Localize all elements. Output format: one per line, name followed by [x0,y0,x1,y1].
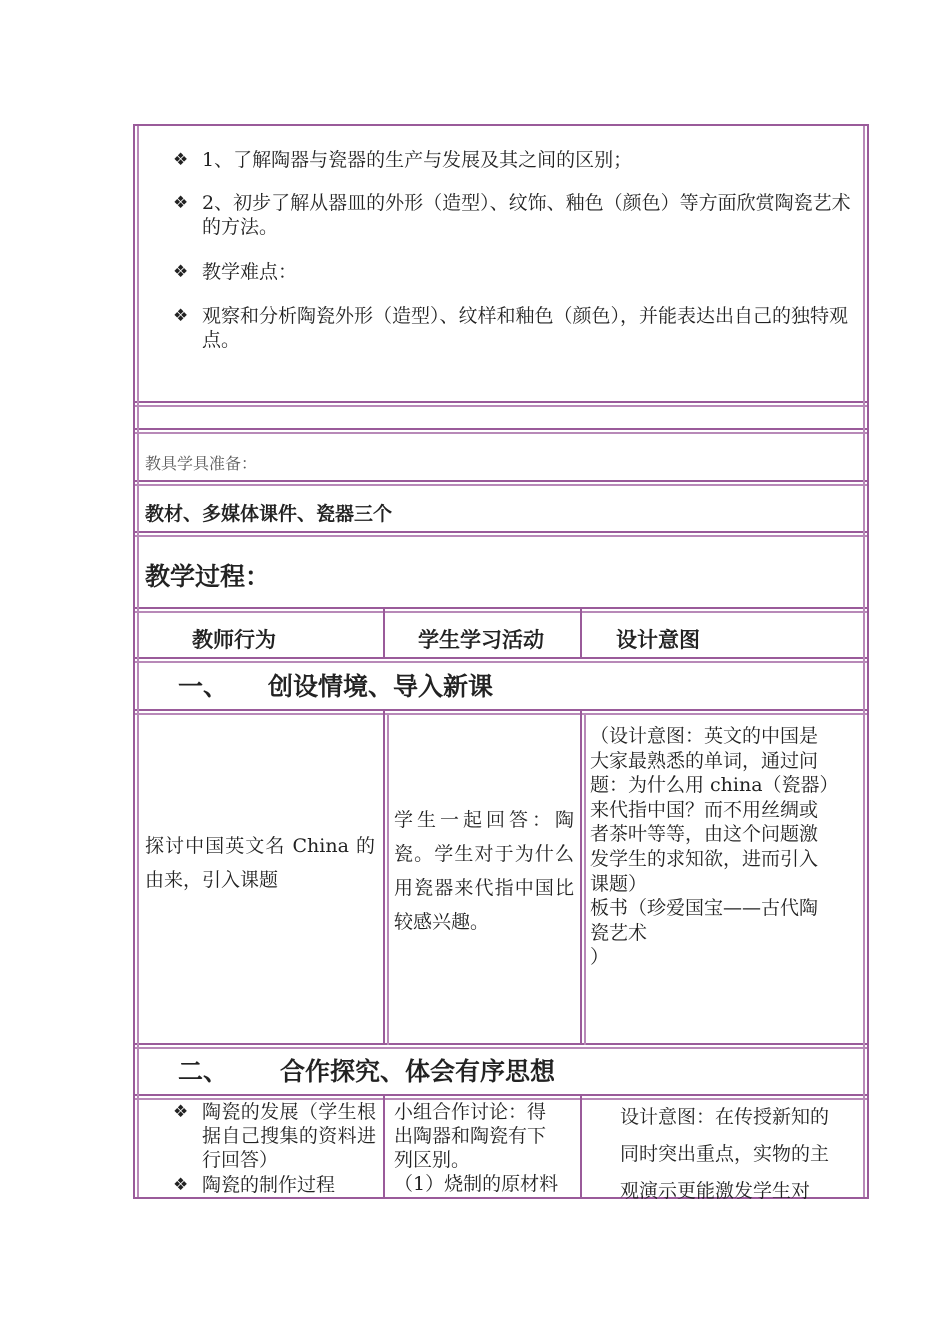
row-divider [135,432,867,434]
frame-inner-left [137,126,139,1197]
objective-item-2: ❖ 2、初步了解从器皿的外形（造型）、纹饰、釉色（颜色）等方面欣赏陶瓷艺术的方法。 [173,192,851,238]
section2-teacher-item-1: ❖ 陶瓷的发展（学生根据自己搜集的资料进行回答） [173,1101,376,1171]
column-divider [580,607,582,659]
row-divider [135,401,867,403]
frame-inner-right [863,126,865,1197]
row-divider [135,661,867,663]
row-divider [135,611,867,613]
section1-title: 创设情境、导入新课 [268,672,494,701]
row-divider [135,1047,867,1049]
objective-item-difficulty: ❖ 教学难点： [173,261,298,283]
row-divider [135,657,867,659]
column-divider [387,713,389,1045]
section1-student-cell: 学生一起回答：陶瓷。学生对于为什么用瓷器来代指中国比较感兴趣。 [394,809,574,933]
column-divider [383,709,385,1045]
diamond-bullet-icon: ❖ [173,1102,189,1122]
row-divider [135,484,867,486]
column-header-student: 学生学习活动 [418,627,544,652]
diamond-bullet-icon: ❖ [173,306,189,326]
tools-value: 教材、多媒体课件、瓷器三个 [145,503,393,525]
row-divider [135,1094,867,1096]
section1-number: 一、 [178,672,229,701]
column-divider [580,709,582,1045]
section2-student-cell: 小组合作讨论：得 出陶器和陶瓷有下 列区别。 （1）烧制的原材料 [394,1101,559,1195]
diamond-bullet-icon: ❖ [173,150,189,170]
section2-title: 合作探究、体会有序思想 [280,1057,556,1086]
column-divider [383,1094,385,1198]
section2-number: 二、 [178,1057,229,1086]
tools-label: 教具学具准备： [145,454,258,473]
section1-teacher-cell: 探讨中国英文名 China 的由来，引入课题 [145,835,375,891]
column-header-teacher: 教师行为 [192,627,276,652]
column-divider [584,713,586,1045]
row-divider [135,713,867,715]
row-divider [135,480,867,482]
column-divider [383,607,385,659]
row-divider [135,405,867,407]
diamond-bullet-icon: ❖ [173,262,189,282]
section2-teacher-item-2: ❖ 陶瓷的制作过程 [173,1174,336,1196]
section1-design-cell: （设计意图：英文的中国是 大家最熟悉的单词，通过问 题：为什么用 china（瓷器） 来代指中国？而不用丝绸或 者茶叶等等，由这个问题激 发学生的求知欲，进而引入 课题） 板书（珍爱国宝——古代陶 瓷艺术 ） [590,725,839,969]
section2-design-cell: 设计意图：在传授新知的 同时突出重点，实物的主 观演示更能激发学生对 [620,1106,830,1202]
row-divider [135,535,867,537]
row-divider [135,709,867,711]
column-divider [580,1094,582,1198]
row-divider [135,531,867,533]
row-divider [135,607,867,609]
process-title: 教学过程： [145,562,271,591]
row-divider [135,428,867,430]
diamond-bullet-icon: ❖ [173,193,189,213]
objective-item-1: ❖ 1、了解陶器与瓷器的生产与发展及其之间的区别； [173,149,633,171]
diamond-bullet-icon: ❖ [173,1175,189,1195]
row-divider [135,1043,867,1045]
objective-item-4: ❖ 观察和分析陶瓷外形（造型）、纹样和釉色（颜色），并能表达出自己的独特观点。 [173,305,849,351]
column-header-design: 设计意图 [616,627,700,652]
